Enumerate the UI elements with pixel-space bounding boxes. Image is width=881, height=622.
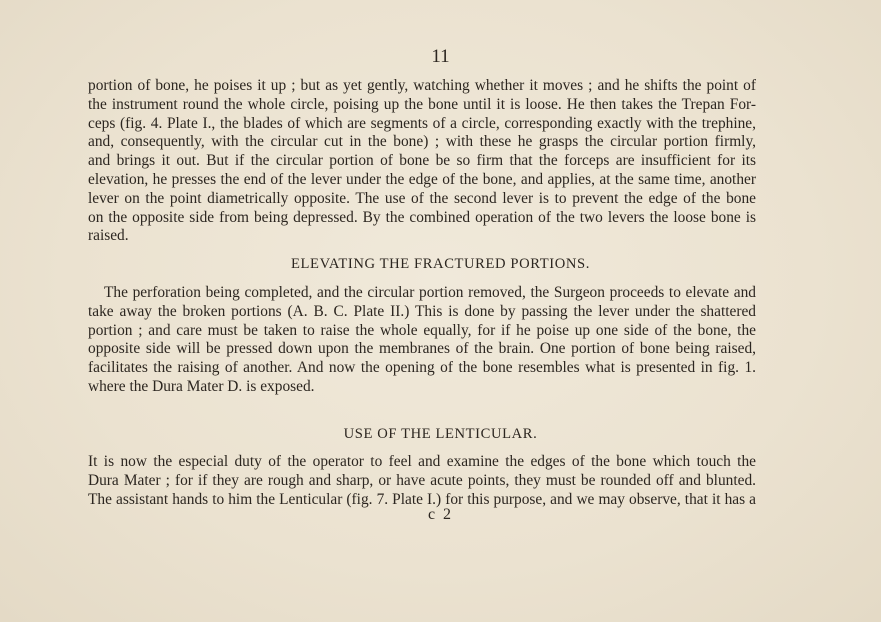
text-line: Dura Mater ; for if they are rough and sharp, or have acute points, they must be rounded off and blunted. xyxy=(88,471,756,489)
text-line: elevation, he presses the end of the lever under the edge of the bone, and applies, at the same time, another xyxy=(88,170,756,188)
text-line: The perforation being completed, and the circular portion removed, the Surgeon proceeds to elevate and xyxy=(104,284,756,301)
text-line: portion of bone, he poises it up ; but as yet gently, watching whether it moves ; and he shifts the point of xyxy=(88,77,756,94)
text-line: facilitates the raising of another. And now the opening of the bone resembles what is presented in fig. 1. xyxy=(88,359,756,377)
text-line: The assistant hands to him the Lenticular (fig. 7. Plate I.) for this purpose, and we may observe, that it has a xyxy=(88,490,756,508)
signature-mark: c 2 xyxy=(427,506,454,523)
text-line: raised. xyxy=(88,227,129,245)
text-line: opposite side will be pressed down upon the membranes of the brain. One portion of bone being raised, xyxy=(88,340,756,358)
text-line: ceps (fig. 4. Plate I., the blades of which are segments of a circle, corresponding exactly with the trephine, xyxy=(88,114,756,132)
section-heading-elevating: ELEVATING THE FRACTURED PORTIONS. xyxy=(291,256,590,272)
section-heading-lenticular: USE OF THE LENTICULAR. xyxy=(343,426,538,442)
text-line: take away the broken portions (A. B. C. Plate II.) This is done by passing the lever under the shattered xyxy=(88,302,756,320)
text-line: where the Dura Mater D. is exposed. xyxy=(88,377,315,395)
text-line: and, consequently, with the circular cut in the bone) ; with these he grasps the circular portion firmly, xyxy=(88,133,756,151)
text-line: on the opposite side from being depressed. By the combined operation of the two levers the loose bone is xyxy=(88,208,756,226)
text-line: and brings it out. But if the circular portion of bone be so firm that the forceps are insufficient for its xyxy=(88,152,756,170)
paragraph-1 xyxy=(88,77,756,246)
text-line: lever on the point diametrically opposite. The use of the second lever is to prevent the edge of the bone xyxy=(88,189,756,207)
paragraph-3 xyxy=(88,453,756,509)
text-line: It is now the especial duty of the operator to feel and examine the edges of the bone which touch the xyxy=(88,453,756,470)
paragraph-2 xyxy=(88,284,756,397)
text-line: the instrument round the whole circle, poising up the bone until it is loose. He then takes the Trepan For- xyxy=(88,95,756,113)
text-line: portion ; and care must be taken to raise the whole equally, for if he poise up one side of the bone, the xyxy=(88,321,756,339)
page-number: 11 xyxy=(431,46,450,67)
